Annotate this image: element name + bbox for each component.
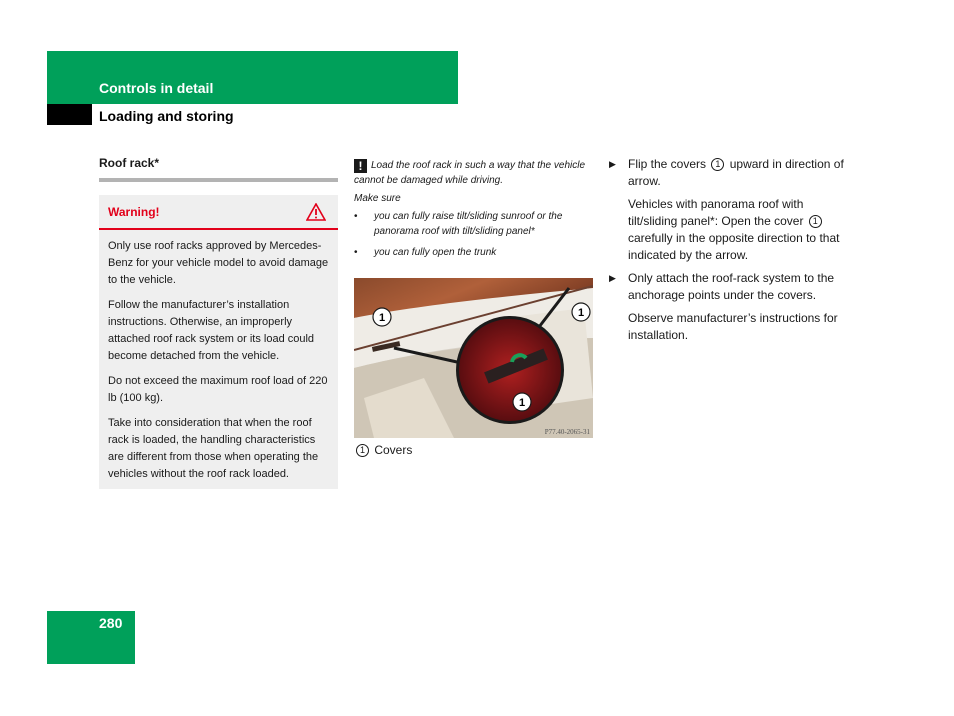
section-marker (47, 104, 92, 125)
figure-callout: 1 (577, 307, 585, 319)
list-item (354, 209, 593, 239)
warning-paragraph: Do not exceed the maximum roof load of 220 lb (100 kg). (108, 375, 328, 404)
middle-column (354, 158, 593, 266)
paragraph-text-part: Vehicles with panorama roof with tilt/sliding panel*: Open the cover (628, 197, 804, 228)
instruction-paragraph: Observe manufacturer’s instructions for installation. (628, 311, 838, 342)
caption-text: Covers (374, 443, 413, 457)
header-band (47, 51, 458, 104)
bullet-icon: • (354, 247, 358, 258)
warning-paragraph: Follow the manufacturer’s installation instructions. Otherwise, an improperly attached roof rack system or its load could become detached from the vehicle. (108, 299, 315, 362)
callout-number: 1 (356, 444, 369, 457)
instruction-paragraph (628, 196, 849, 264)
warning-header (99, 195, 338, 230)
bullet-icon: • (354, 211, 358, 222)
callout-number: 1 (809, 215, 822, 228)
triangle-right-icon: ▶ (609, 159, 616, 169)
instruction-step (609, 156, 849, 190)
warning-box (99, 195, 338, 489)
step-text-part: Flip the covers (628, 157, 707, 171)
left-column (99, 156, 338, 489)
make-sure-label: Make sure (354, 193, 401, 204)
right-column (609, 156, 849, 350)
step-text-part: upward in direction of arrow. (628, 157, 844, 188)
step-text (628, 156, 849, 190)
step-text: Only attach the roof-rack system to the anchorage points under the covers. (628, 271, 835, 302)
figure-callout: 1 (378, 312, 386, 324)
figure-caption (354, 443, 412, 457)
warning-paragraph: Only use roof racks approved by Mercedes-Benz for your vehicle model to avoid damage to the vehicle. (108, 240, 329, 286)
warning-label: Warning! (108, 205, 160, 219)
list-item (354, 245, 593, 260)
roof-rack-cover-photo (354, 278, 593, 438)
paragraph-text-part: carefully in the opposite direction to that indicated by the arrow. (628, 231, 840, 262)
chapter-title: Controls in detail (99, 80, 214, 96)
warning-triangle-icon (306, 203, 326, 221)
section-title: Loading and storing (99, 108, 234, 124)
callout-number: 1 (711, 158, 724, 171)
list-item-text: you can fully open the trunk (374, 247, 497, 258)
figure-callout: 1 (518, 397, 526, 409)
list-item-text: you can fully raise tilt/sliding sunroof or the panorama roof with tilt/sliding panel* (374, 211, 563, 237)
page-number: 280 (99, 615, 123, 631)
heading-rule (99, 178, 338, 182)
instruction-step (609, 270, 849, 304)
note-paragraph (354, 158, 593, 188)
exclamation-icon: ! (354, 159, 367, 173)
triangle-right-icon: ▶ (609, 273, 616, 283)
figure-code: P77.40-2065-31 (544, 428, 590, 436)
note-text: Load the roof rack in such a way that the vehicle cannot be damaged while driving. (354, 160, 586, 186)
warning-paragraph: Take into consideration that when the roof rack is loaded, the handling characteristics are different from those when operating the vehicles without the roof rack loaded. (108, 417, 319, 480)
roof-rack-heading: Roof rack* (99, 156, 160, 170)
